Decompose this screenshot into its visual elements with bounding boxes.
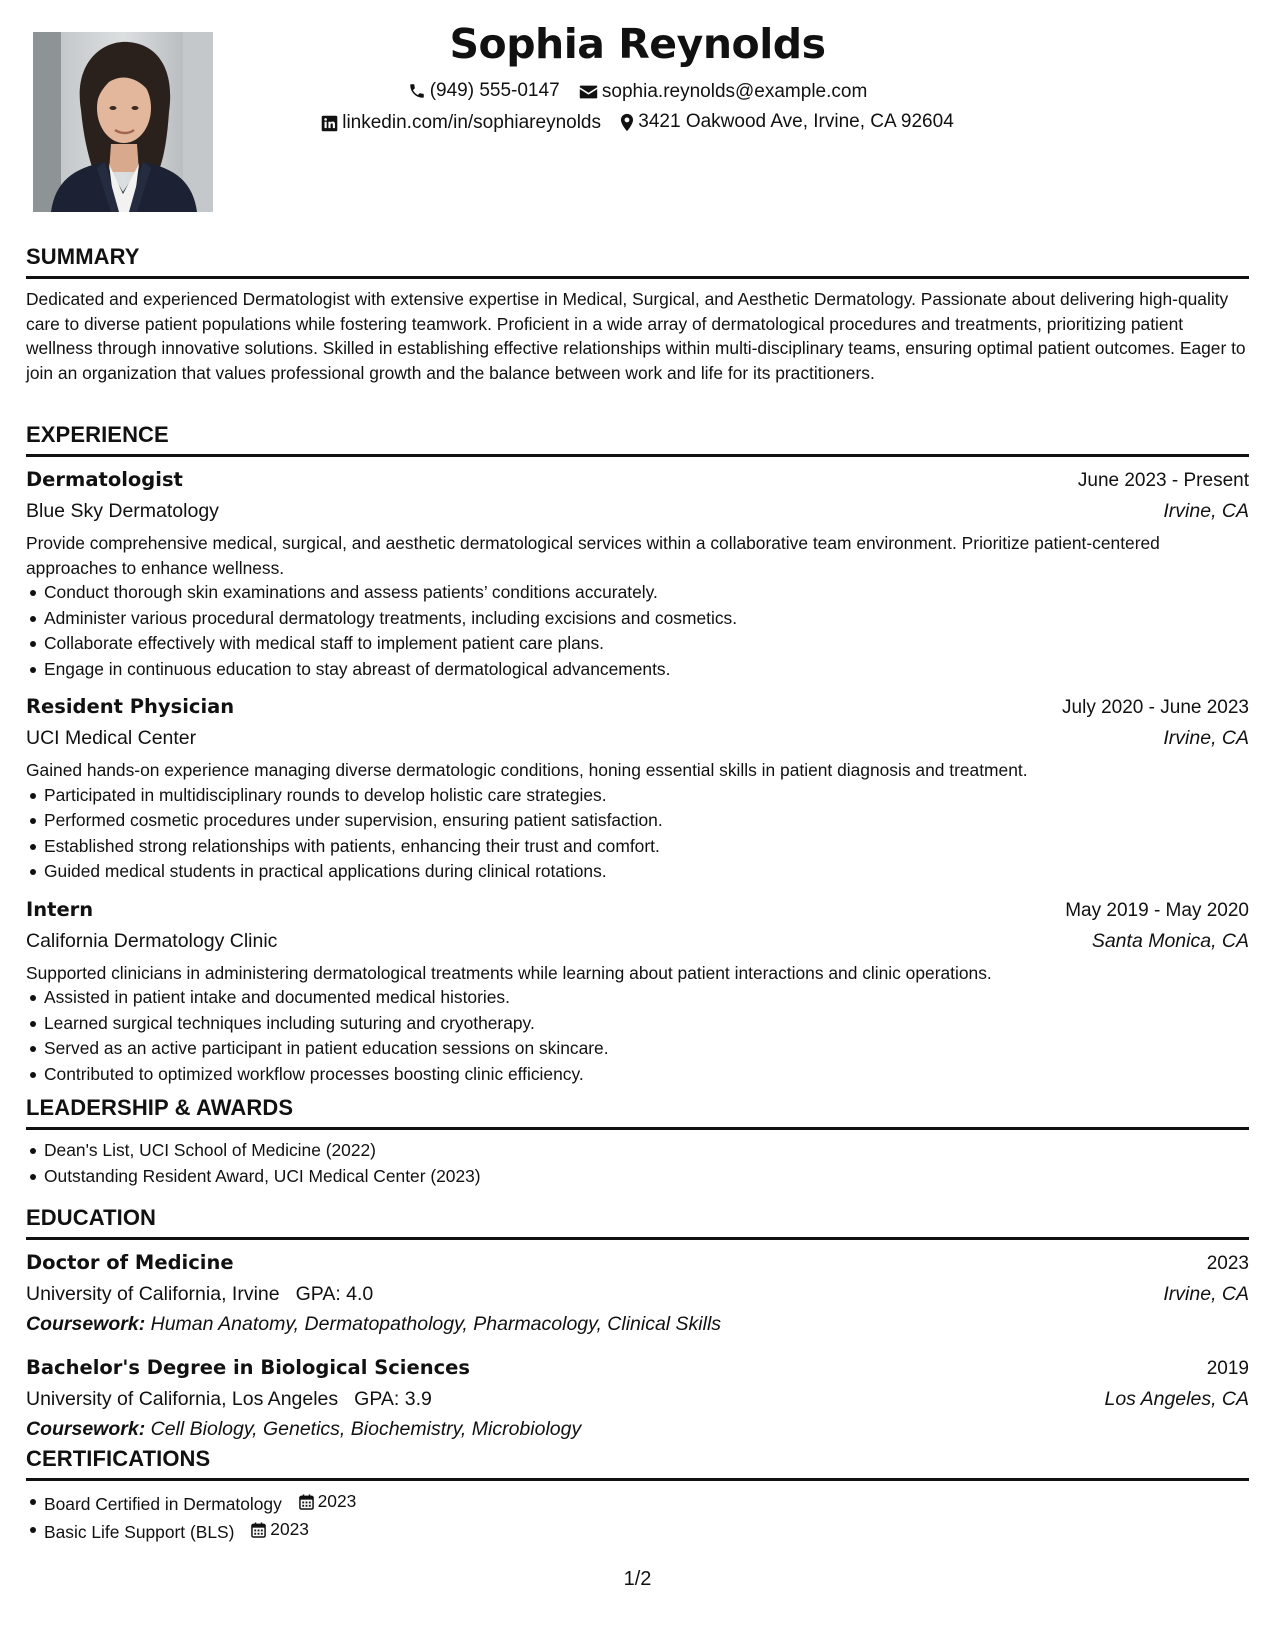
- school-line: [26, 1384, 432, 1414]
- section-title-certifications: CERTIFICATIONS: [26, 1446, 1249, 1481]
- coursework-line: [26, 1414, 1249, 1444]
- school-line: [26, 1279, 373, 1309]
- contact-row-primary: [26, 80, 1249, 106]
- list-item: Established strong relationships with patients, enhancing their trust and comfort.: [26, 834, 1249, 860]
- job-bullets: [26, 580, 1249, 682]
- education-entry: [26, 1353, 1249, 1444]
- address-text: 3421 Oakwood Ave, Irvine, CA 92604: [638, 111, 954, 132]
- coursework-label: Coursework:: [26, 1418, 146, 1440]
- job-employer: Blue Sky Dermatology: [26, 500, 219, 522]
- coursework-list: Human Anatomy, Dermatopathology, Pharmacology, Clinical Skills: [150, 1313, 722, 1335]
- phone-icon: [408, 82, 426, 100]
- list-item: Assisted in patient intake and documented medical histories.: [26, 985, 1249, 1011]
- degree-year: 2019: [1206, 1358, 1249, 1379]
- job-entry: [26, 692, 1249, 885]
- job-description: Gained hands-on experience managing diverse dermatologic conditions, honing essential skills in patient diagnosis and treatment.: [26, 760, 1028, 780]
- summary-section: [26, 244, 1249, 385]
- section-title-awards: LEADERSHIP & AWARDS: [26, 1095, 1249, 1130]
- education-entry: [26, 1248, 1249, 1339]
- job-description: Provide comprehensive medical, surgical, and aesthetic dermatological services within a collaborative team environment. Prioritize patient-centered approaches to enhance wellness.: [26, 533, 1160, 578]
- contact-address: [620, 111, 953, 133]
- email-text: sophia.reynolds@example.com: [601, 81, 868, 102]
- coursework-line: [26, 1309, 1249, 1339]
- awards-section: [26, 1095, 1249, 1189]
- school-gpa: GPA: 3.9: [354, 1388, 432, 1410]
- list-item: Conduct thorough skin examinations and assess patients’ conditions accurately.: [26, 580, 1249, 606]
- job-employer: California Dermatology Clinic: [26, 929, 278, 952]
- school-location: Irvine, CA: [1163, 1283, 1249, 1305]
- contact-email[interactable]: [579, 81, 867, 103]
- section-title-experience: EXPERIENCE: [26, 422, 1249, 457]
- school-name: University of California, Irvine: [26, 1283, 280, 1305]
- job-description: Supported clinicians in administering dermatological treatments while learning about patient interactions and clinic operations.: [26, 962, 992, 983]
- resume-page: [26, 0, 1249, 1650]
- job-dates: June 2023 - Present: [1077, 470, 1249, 491]
- contact-row-secondary: [26, 111, 1249, 138]
- certification-year: 2023: [270, 1519, 309, 1540]
- candidate-name: Sophia Reynolds: [449, 20, 826, 68]
- certification-year: 2023: [317, 1491, 357, 1511]
- section-title-summary: SUMMARY: [26, 244, 1249, 279]
- list-item: Performed cosmetic procedures under supervision, ensuring patient satisfaction.: [26, 808, 1249, 834]
- contact-linkedin[interactable]: [321, 112, 601, 134]
- job-location: Irvine, CA: [1163, 727, 1249, 749]
- envelope-icon: [579, 84, 598, 100]
- experience-section: [26, 422, 1249, 1087]
- list-item: Guided medical students in practical applications during clinical rotations.: [26, 859, 1249, 885]
- awards-list: [26, 1138, 1249, 1189]
- list-item: Administer various procedural dermatology treatments, including excisions and cosmetics.: [26, 606, 1249, 632]
- certification-date: [251, 1517, 309, 1543]
- education-section: [26, 1205, 1249, 1444]
- school-gpa: GPA: 4.0: [295, 1283, 374, 1305]
- calendar-icon: [299, 1494, 314, 1510]
- certifications-section: [26, 1446, 1249, 1546]
- list-item: Outstanding Resident Award, UCI Medical Center (2023): [26, 1164, 1249, 1190]
- job-dates: July 2020 - June 2023: [1062, 697, 1249, 718]
- linkedin-icon: [321, 115, 338, 132]
- certification-name: Basic Life Support (BLS): [44, 1522, 235, 1542]
- calendar-icon: [251, 1522, 266, 1538]
- phone-text: (949) 555-0147: [429, 80, 560, 101]
- list-item: Served as an active participant in patient education sessions on skincare.: [26, 1036, 1249, 1062]
- list-item: [26, 1517, 1249, 1545]
- certifications-list: [26, 1489, 1249, 1546]
- job-title: Intern: [26, 897, 94, 921]
- school-location: Los Angeles, CA: [1104, 1388, 1249, 1410]
- list-item: [26, 1489, 1249, 1517]
- coursework-list: Cell Biology, Genetics, Biochemistry, Microbiology: [150, 1418, 582, 1440]
- job-entry: [26, 465, 1249, 682]
- job-entry: [26, 895, 1249, 1088]
- coursework-label: Coursework:: [26, 1313, 146, 1335]
- degree-name: Bachelor's Degree in Biological Sciences: [26, 1356, 470, 1379]
- job-bullets: [26, 783, 1249, 885]
- job-location: Santa Monica, CA: [1091, 929, 1249, 952]
- certification-name: Board Certified in Dermatology: [44, 1493, 282, 1514]
- job-location: Irvine, CA: [1163, 500, 1249, 522]
- contact-phone[interactable]: [408, 80, 560, 102]
- page-number: 1/2: [623, 1568, 652, 1590]
- job-title: Dermatologist: [26, 468, 183, 491]
- list-item: Participated in multidisciplinary rounds to develop holistic care strategies.: [26, 783, 1249, 809]
- job-title: Resident Physician: [26, 695, 235, 718]
- certification-date: [299, 1489, 357, 1515]
- summary-text: Dedicated and experienced Dermatologist with extensive expertise in Medical, Surgical, and Aesthetic Dermatology. Passionate about delivering high-quality care to diverse patient populations while fostering teamwork. Proficient in a wide array of dermatological procedures and treatments, prioritizing patient wellness through innovative solutions. Skilled in establishing effective relationships within multi-disciplinary teams, ensuring optimal patient outcomes. Eager to join an organization that values professional growth and the balance between work and life for its practitioners.: [26, 289, 1246, 383]
- degree-year: 2023: [1206, 1253, 1249, 1274]
- list-item: Engage in continuous education to stay abreast of dermatological advancements.: [26, 657, 1249, 683]
- list-item: Collaborate effectively with medical staff to implement patient care plans.: [26, 631, 1249, 657]
- section-title-education: EDUCATION: [26, 1205, 1249, 1240]
- list-item: Contributed to optimized workflow processes boosting clinic efficiency.: [26, 1062, 1249, 1088]
- linkedin-text: linkedin.com/in/sophiareynolds: [342, 112, 601, 133]
- list-item: Learned surgical techniques including suturing and cryotherapy.: [26, 1011, 1249, 1037]
- job-employer: UCI Medical Center: [26, 727, 197, 749]
- job-bullets: [26, 985, 1249, 1087]
- school-name: University of California, Los Angeles: [26, 1388, 339, 1410]
- degree-name: Doctor of Medicine: [26, 1251, 234, 1274]
- job-dates: May 2019 - May 2020: [1065, 899, 1249, 921]
- map-pin-icon: [620, 113, 634, 132]
- list-item: Dean's List, UCI School of Medicine (2022): [26, 1138, 1249, 1164]
